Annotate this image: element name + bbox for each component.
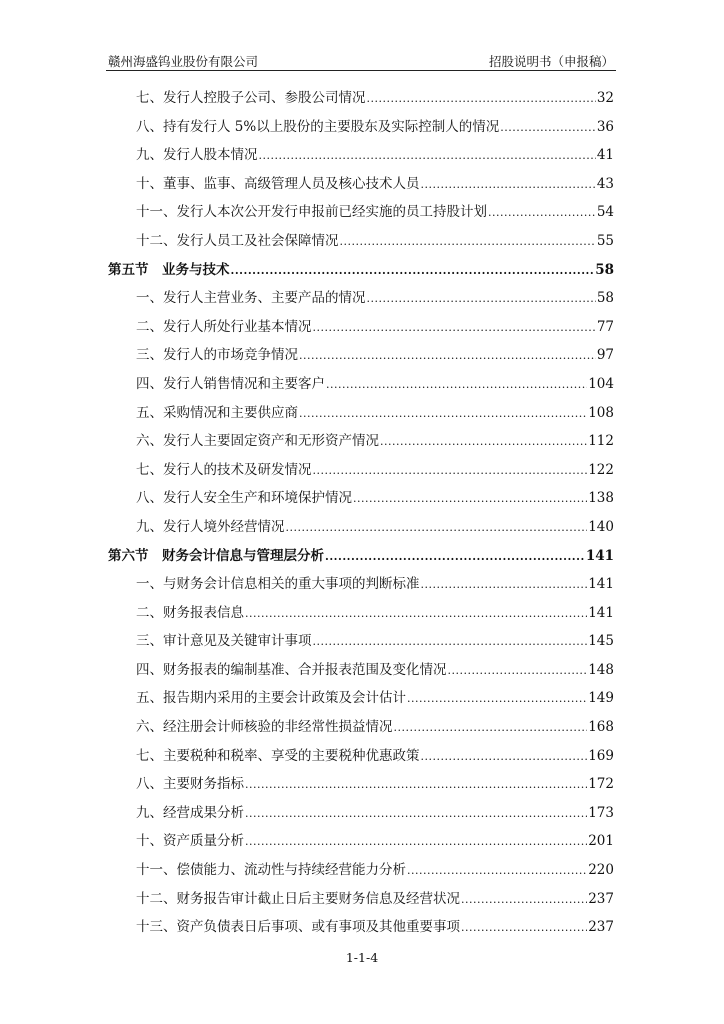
toc-entry-title: 二、财务报表信息 — [136, 604, 244, 621]
toc-leader-dots — [407, 857, 587, 886]
toc-leader-dots — [325, 543, 585, 572]
toc-entry-title: 十一、偿债能力、流动性与持续经营能力分析 — [136, 862, 406, 879]
toc-entry-page: 237 — [588, 919, 614, 936]
toc-leader-dots — [231, 257, 595, 286]
toc-entry[interactable] — [108, 399, 614, 428]
toc-entry[interactable] — [108, 141, 614, 170]
toc-leader-dots — [448, 657, 588, 686]
toc-entry[interactable] — [108, 856, 614, 885]
toc-entry[interactable] — [108, 799, 614, 828]
toc-entry[interactable] — [108, 456, 614, 485]
toc-leader-dots — [421, 743, 588, 772]
toc-entry-page: 55 — [596, 232, 614, 249]
toc-entry-title: 五、报告期内采用的主要会计政策及会计估计 — [136, 690, 406, 707]
toc-entry-page: 41 — [596, 147, 614, 164]
toc-entry-title: 一、与财务会计信息相关的重大事项的判断标准 — [136, 576, 420, 593]
toc-entry[interactable] — [108, 913, 614, 942]
toc-entry-page: 122 — [588, 461, 614, 478]
toc-entry-page: 43 — [596, 175, 614, 192]
toc-leader-dots — [394, 714, 588, 743]
toc-entry[interactable] — [108, 656, 614, 685]
toc-entry-page: 141 — [585, 547, 614, 564]
header-doc-title: 招股说明书（申报稿） — [488, 54, 614, 69]
toc-entry-page: 138 — [588, 490, 614, 507]
toc-entry-page: 173 — [588, 804, 614, 821]
toc-leader-dots — [286, 514, 588, 543]
toc-entry-page: 220 — [588, 862, 614, 879]
toc-leader-dots — [245, 800, 587, 829]
toc-leader-dots — [380, 428, 587, 457]
toc-leader-dots — [407, 685, 587, 714]
toc-entry-title: 第六节 财务会计信息与管理层分析 — [108, 547, 324, 564]
toc-leader-dots — [500, 114, 596, 143]
toc-entry-page: 168 — [588, 719, 614, 736]
toc-entry[interactable] — [108, 570, 614, 599]
toc-leader-dots — [299, 342, 596, 371]
toc-entry-page: 169 — [588, 747, 614, 764]
toc-leader-dots — [353, 485, 587, 514]
toc-entry-title: 十、董事、监事、高级管理人员及核心技术人员 — [136, 175, 420, 192]
toc-entry[interactable] — [108, 313, 614, 342]
toc-entry[interactable] — [108, 684, 614, 713]
toc-entry-title: 十一、发行人本次公开发行申报前已经实施的员工持股计划 — [136, 204, 487, 221]
toc-entry[interactable] — [108, 742, 614, 771]
toc-entry-title: 六、发行人主要固定资产和无形资产情况 — [136, 433, 379, 450]
toc-entry[interactable] — [108, 885, 614, 914]
toc-entry-page: 54 — [596, 204, 614, 221]
toc-entry[interactable] — [108, 713, 614, 742]
page-number: 1-1-4 — [345, 950, 379, 965]
table-of-contents — [108, 84, 614, 942]
toc-entry-title: 七、主要税种和税率、享受的主要税种优惠政策 — [136, 747, 420, 764]
toc-entry-title: 三、发行人的市场竞争情况 — [136, 347, 298, 364]
toc-section-entry[interactable] — [108, 542, 614, 571]
toc-leader-dots — [340, 228, 596, 257]
toc-entry[interactable] — [108, 627, 614, 656]
toc-entry-title: 八、主要财务指标 — [136, 776, 244, 793]
toc-section-entry[interactable] — [108, 256, 614, 285]
toc-leader-dots — [461, 914, 587, 943]
toc-entry-page: 149 — [588, 690, 614, 707]
toc-entry-page: 201 — [588, 833, 614, 850]
toc-entry-title: 十二、财务报告审计截止日后主要财务信息及经营状况 — [136, 890, 460, 907]
toc-entry-page: 172 — [588, 776, 614, 793]
toc-entry[interactable] — [108, 227, 614, 256]
toc-entry-title: 二、发行人所处行业基本情况 — [136, 318, 312, 335]
toc-leader-dots — [367, 85, 596, 114]
toc-entry-page: 141 — [588, 576, 614, 593]
toc-entry-page: 112 — [588, 433, 614, 450]
toc-leader-dots — [245, 771, 587, 800]
toc-leader-dots — [367, 285, 596, 314]
toc-entry[interactable] — [108, 484, 614, 513]
toc-entry-title: 四、发行人销售情况和主要客户 — [136, 375, 325, 392]
toc-entry-page: 97 — [596, 347, 614, 364]
toc-entry[interactable] — [108, 827, 614, 856]
toc-entry-page: 104 — [588, 375, 614, 392]
toc-entry[interactable] — [108, 513, 614, 542]
toc-entry-page: 58 — [596, 290, 614, 307]
toc-entry[interactable] — [108, 113, 614, 142]
toc-leader-dots — [313, 628, 588, 657]
toc-entry-title: 七、发行人控股子公司、参股公司情况 — [136, 90, 366, 106]
header-company: 赣州海盛钨业股份有限公司 — [108, 54, 259, 69]
toc-entry-title: 三、审计意见及关键审计事项 — [136, 633, 312, 650]
toc-entry-title: 八、发行人安全生产和环境保护情况 — [136, 490, 352, 507]
toc-entry[interactable] — [108, 284, 614, 313]
toc-entry-title: 十、资产质量分析 — [136, 833, 244, 850]
toc-entry-title: 五、采购情况和主要供应商 — [136, 404, 298, 421]
toc-leader-dots — [461, 886, 587, 915]
toc-entry[interactable] — [108, 341, 614, 370]
toc-entry-page: 145 — [588, 633, 614, 650]
toc-leader-dots — [313, 314, 596, 343]
toc-leader-dots — [299, 400, 587, 429]
toc-entry-title: 九、发行人境外经营情况 — [136, 518, 285, 535]
toc-entry-page: 36 — [596, 118, 614, 135]
toc-leader-dots — [488, 199, 596, 228]
toc-entry[interactable] — [108, 599, 614, 628]
toc-entry-title: 第五节 业务与技术 — [108, 261, 230, 278]
toc-entry-page: 32 — [596, 90, 614, 106]
toc-entry-title: 一、发行人主营业务、主要产品的情况 — [136, 290, 366, 307]
toc-entry-title: 十二、发行人员工及社会保障情况 — [136, 232, 339, 249]
toc-leader-dots — [326, 371, 587, 400]
toc-entry-title: 四、财务报表的编制基准、合并报表范围及变化情况 — [136, 661, 447, 678]
toc-entry-page: 237 — [588, 890, 614, 907]
toc-entry-title: 八、持有发行人 5%以上股份的主要股东及实际控制人的情况 — [136, 118, 500, 135]
toc-leader-dots — [245, 600, 587, 629]
toc-entry-page: 140 — [588, 518, 614, 535]
page-header — [106, 50, 616, 71]
toc-leader-dots — [421, 171, 596, 200]
toc-entry-title: 九、发行人股本情况 — [136, 147, 258, 164]
toc-entry-page: 108 — [588, 404, 614, 421]
toc-entry-page: 141 — [588, 604, 614, 621]
toc-entry-page: 58 — [595, 261, 614, 278]
toc-leader-dots — [259, 142, 596, 171]
toc-leader-dots — [245, 828, 587, 857]
toc-entry-page: 77 — [596, 318, 614, 335]
toc-entry-title: 十三、资产负债表日后事项、或有事项及其他重要事项 — [136, 919, 460, 936]
toc-entry[interactable] — [108, 198, 614, 227]
toc-entry-title: 七、发行人的技术及研发情况 — [136, 461, 312, 478]
toc-leader-dots — [313, 457, 588, 486]
toc-entry-title: 九、经营成果分析 — [136, 804, 244, 821]
toc-entry[interactable] — [108, 770, 614, 799]
toc-entry-title: 六、经注册会计师核验的非经常性损益情况 — [136, 719, 393, 736]
toc-entry[interactable] — [108, 370, 614, 399]
toc-entry-page: 148 — [588, 661, 614, 678]
toc-entry[interactable] — [108, 427, 614, 456]
toc-entry[interactable] — [108, 84, 614, 113]
toc-entry[interactable] — [108, 170, 614, 199]
toc-leader-dots — [421, 571, 588, 600]
